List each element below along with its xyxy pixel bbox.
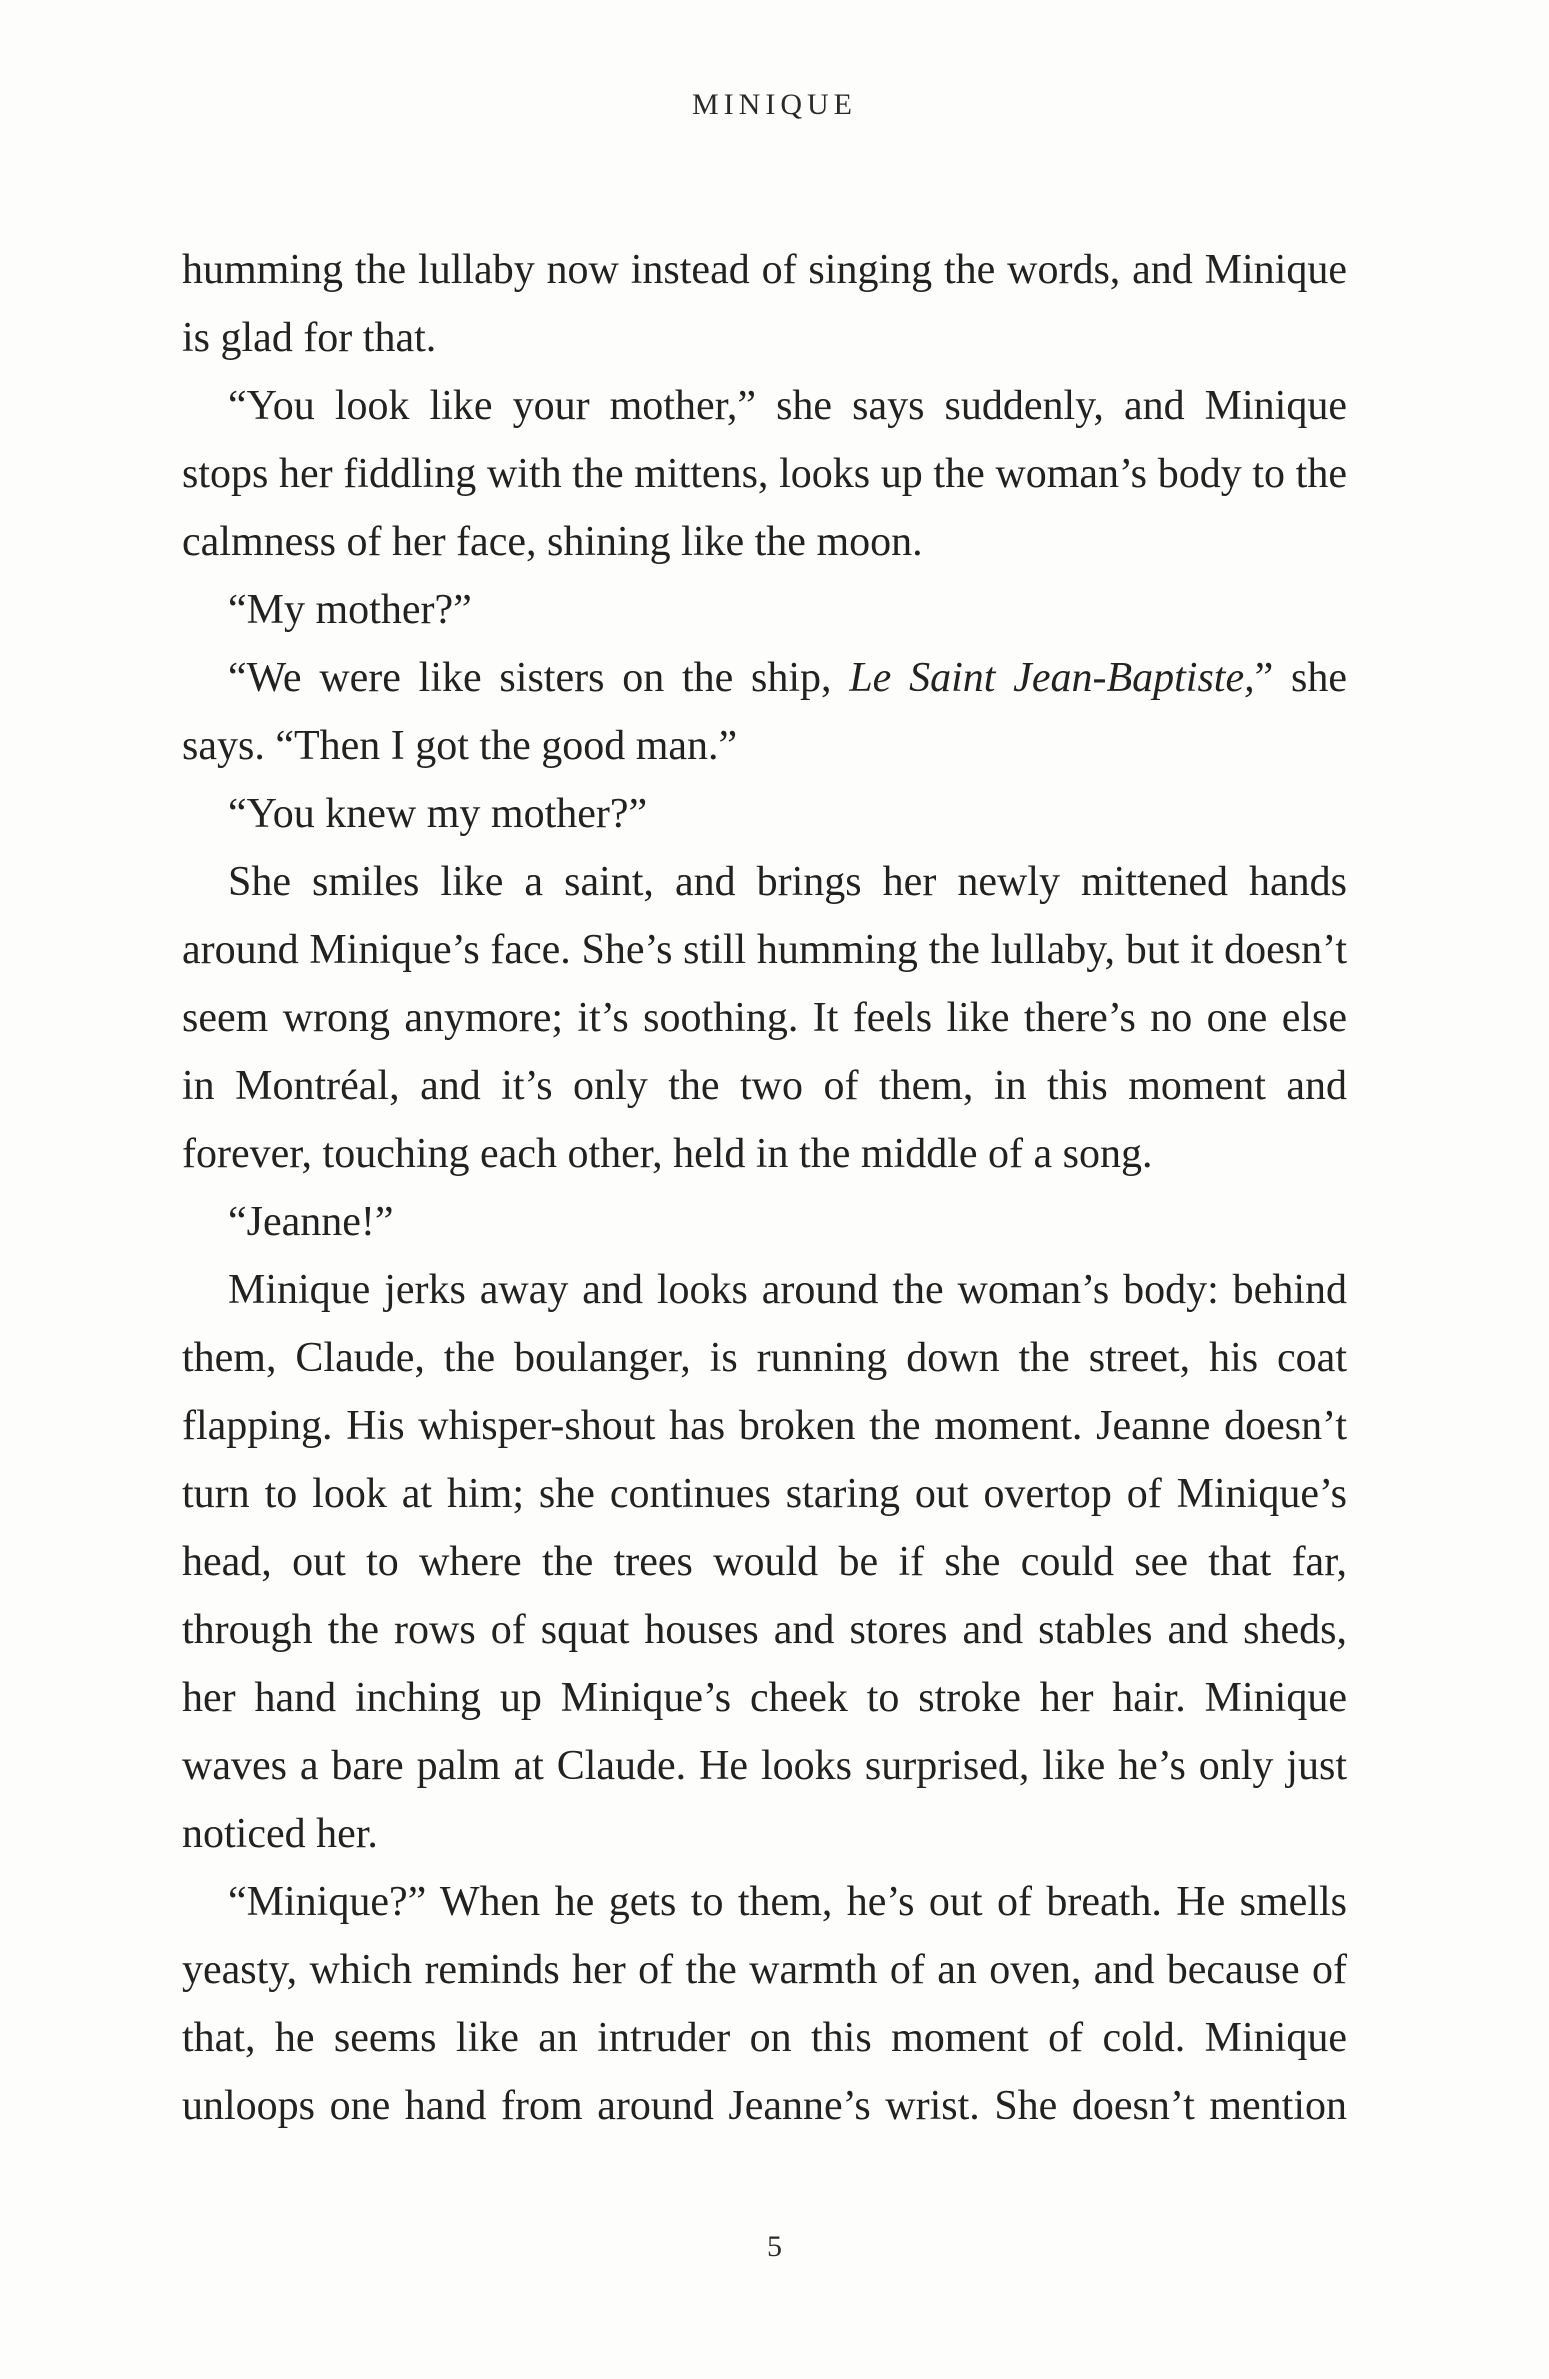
page-number: 5	[767, 2230, 782, 2263]
paragraph: “Jeanne!”	[228, 1199, 394, 1245]
paragraph: Minique jerks away and looks around the woman’s body: behind them, Claude, the boulanger, is running down the street, his coat flapping. His whisper-shout has broken the moment. Jeanne doesn’t turn to look at him; she continues staring out overtop of Minique’s head, out to where the trees would be if she could see that far, through the rows of squat houses and stores and stables and sheds, her hand inching up Minique’s cheek to stroke her hair. Minique waves a bare palm at Claude. He looks surprised, like he’s only just noticed her.	[182, 1267, 1347, 1857]
ship-name: Le Saint Jean-Baptiste,	[849, 655, 1255, 701]
paragraph: “You look like your mother,” she says suddenly, and Minique stops her fiddling with the mittens, looks up the woman’s body to the calmness of her face, shining like the moon.	[182, 383, 1347, 565]
paragraph: “You knew my mother?”	[228, 791, 648, 837]
paragraph: humming the lullaby now instead of singing the words, and Minique is glad for that.	[182, 247, 1347, 361]
paragraph: She smiles like a saint, and brings her newly mittened hands around Minique’s face. She’s still humming the lullaby, but it doesn’t seem wrong anymore; it’s soothing. It feels like there’s no one else in Montréal, and it’s only the two of them, in this moment and forever, touching each other, held in the middle of a song.	[182, 859, 1347, 1177]
running-head: MINIQUE	[692, 88, 857, 121]
body-text	[182, 236, 1347, 2140]
paragraph: “Minique?” When he gets to them, he’s out of breath. He smells yeasty, which reminds her of the warmth of an oven, and because of that, he seems like an intruder on this moment of cold. Minique unloops one hand from around Jeanne’s wrist. She doesn’t mention	[182, 1879, 1347, 2129]
paragraph-text: “We were like sisters on the ship,	[228, 655, 850, 701]
paragraph: “My mother?”	[228, 587, 472, 633]
paragraph	[182, 644, 1347, 780]
paragraph-text: ” she says. “Then I got the good man.”	[182, 655, 1347, 769]
